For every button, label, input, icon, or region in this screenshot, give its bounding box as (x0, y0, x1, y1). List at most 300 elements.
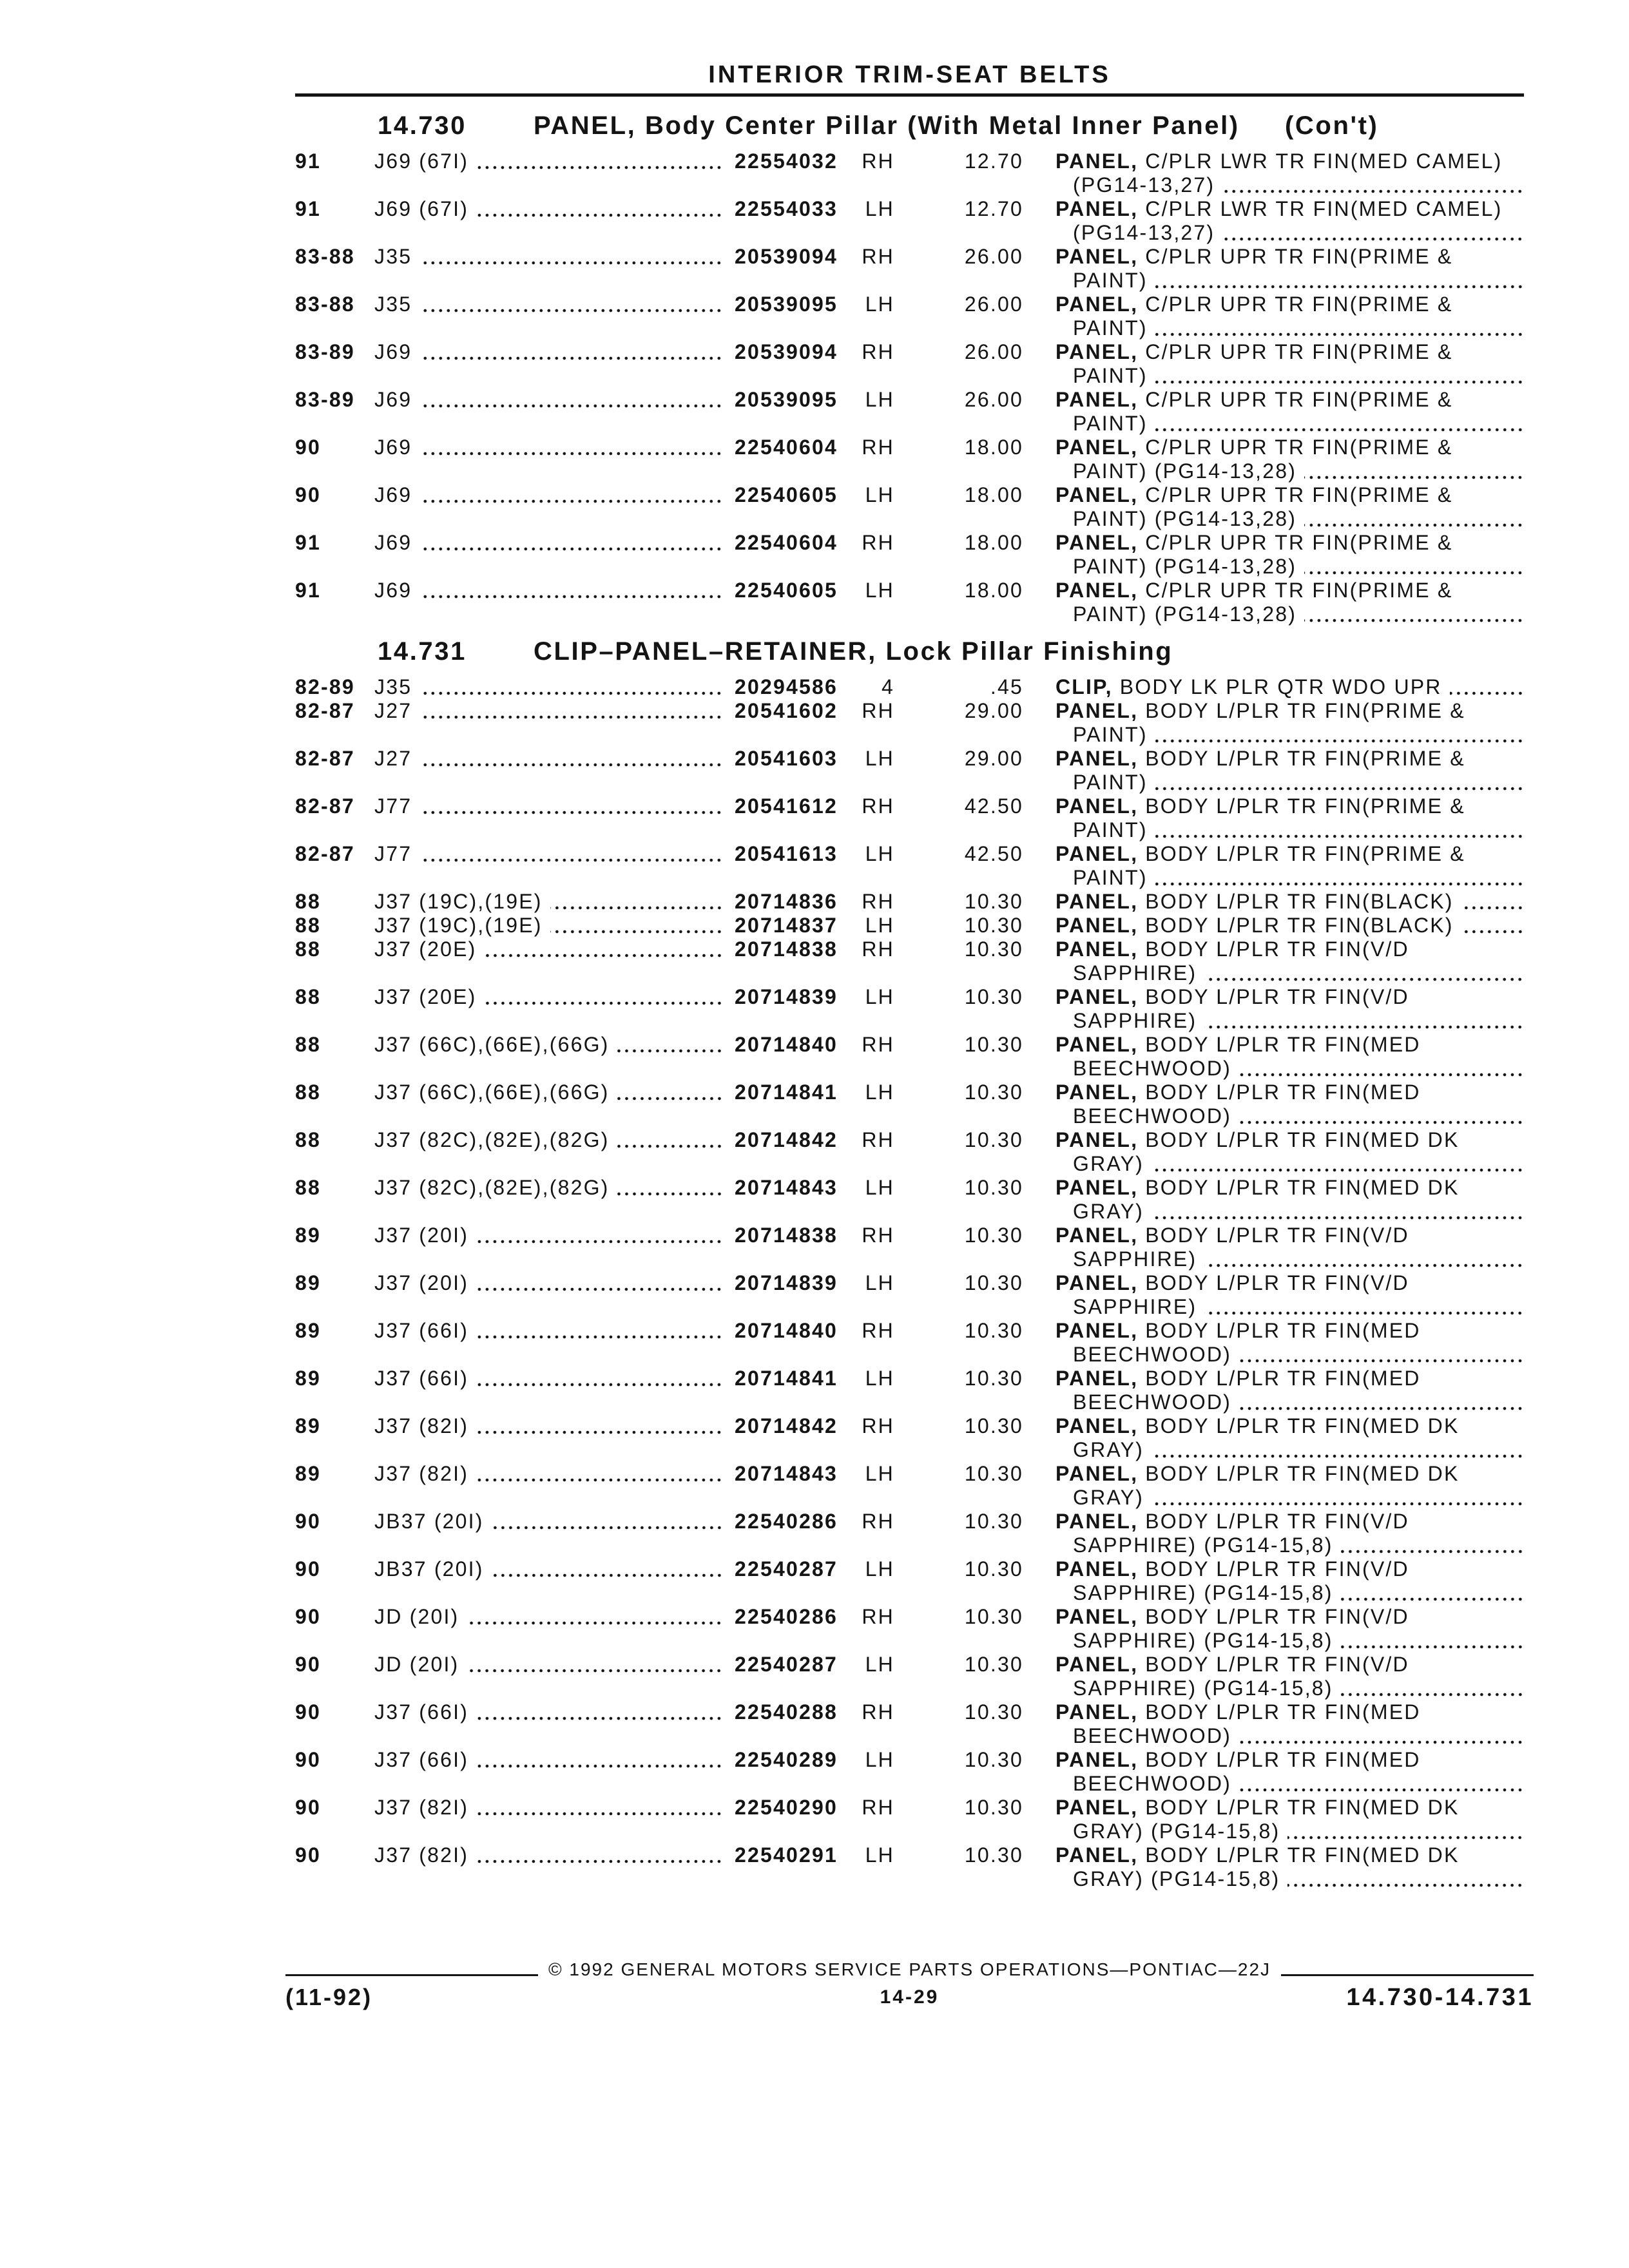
part-row (0, 149, 1629, 197)
description-line-2 (1073, 1104, 1524, 1128)
description-line-2 (1073, 412, 1524, 436)
part-number: 22540605 (735, 579, 838, 602)
side-or-quantity: RH (862, 1414, 894, 1437)
description-line-2 (1073, 173, 1524, 197)
body-trim-code: J37 (66I) (374, 1748, 469, 1771)
side-or-quantity: LH (865, 1748, 894, 1771)
description-line-1 (1055, 747, 1524, 771)
description-text (1055, 1271, 1409, 1295)
description-words: BODY LK PLR QTR WDO UPR (1119, 675, 1442, 698)
dot-leader (419, 794, 723, 818)
part-number: 22540287 (735, 1557, 838, 1581)
description-text (1055, 675, 1442, 699)
body-trim-code: J77 (374, 794, 412, 818)
part-number: 20714842 (735, 1128, 838, 1151)
part-number: 22540290 (735, 1796, 838, 1819)
description-line-1 (1055, 149, 1524, 173)
body-trim-code: J37 (82I) (374, 1843, 469, 1867)
part-noun: PANEL, (1055, 1224, 1139, 1247)
description-words: (PG14-13,27) (1073, 173, 1215, 197)
description-words: BODY L/PLR TR FIN(PRIME & (1145, 794, 1465, 818)
part-noun: PANEL, (1055, 1033, 1139, 1056)
dot-leader (476, 1843, 723, 1867)
part-number: 20714837 (735, 914, 838, 937)
description-line-2 (1073, 1629, 1524, 1653)
part-noun: PANEL, (1055, 1796, 1139, 1819)
description-text (1073, 555, 1296, 579)
part-noun: PANEL, (1055, 747, 1139, 770)
price: 10.30 (964, 1748, 1023, 1771)
description-words: PAINT) (1073, 364, 1148, 387)
section-rows (0, 675, 1629, 1891)
body-code-cell (374, 890, 723, 914)
description-text (1073, 1152, 1144, 1176)
dot-leader (1155, 412, 1524, 436)
description-text (1055, 1176, 1460, 1200)
description-words: C/PLR UPR TR FIN(PRIME & (1145, 579, 1453, 602)
model-year: 82-89 (295, 675, 355, 698)
dot-leader (1155, 818, 1524, 842)
model-year: 91 (295, 149, 321, 173)
price: 10.30 (964, 1367, 1023, 1390)
footer-rule-left (285, 1974, 538, 1976)
price: 26.00 (964, 388, 1023, 411)
part-number: 20714839 (735, 1271, 838, 1294)
model-year: 89 (295, 1462, 321, 1485)
description-text (1055, 1605, 1409, 1629)
part-number: 22540286 (735, 1605, 838, 1628)
body-trim-code: J37 (82I) (374, 1414, 469, 1437)
body-trim-code: J37 (19C),(19E) (374, 890, 543, 913)
dot-leader (485, 985, 723, 1009)
model-year: 90 (295, 436, 321, 459)
part-number: 20539095 (735, 388, 838, 411)
description-text (1073, 1581, 1333, 1605)
part-row (0, 579, 1629, 626)
description-words: PAINT) (1073, 412, 1148, 435)
price: 26.00 (964, 245, 1023, 268)
body-code-cell (374, 1414, 723, 1438)
side-or-quantity: RH (862, 1224, 894, 1247)
description-line-2 (1073, 1486, 1524, 1510)
description-words: BODY L/PLR TR FIN(MED (1145, 1033, 1421, 1056)
part-noun: PANEL, (1055, 579, 1139, 602)
part-noun: PANEL, (1055, 340, 1139, 363)
price: 42.50 (964, 842, 1023, 865)
part-number: 20541603 (735, 747, 838, 770)
part-noun: PANEL, (1055, 842, 1139, 865)
description-words: GRAY) (1073, 1152, 1144, 1175)
body-code-cell (374, 1081, 723, 1104)
description-line-1 (1055, 1414, 1524, 1438)
description-words: BODY L/PLR TR FIN(MED DK (1145, 1414, 1460, 1437)
dot-leader (476, 1700, 723, 1724)
dot-leader (1155, 866, 1524, 890)
description-line-1 (1055, 293, 1524, 316)
part-row (0, 1033, 1629, 1081)
body-code-cell (374, 1462, 723, 1486)
dot-leader (492, 1557, 723, 1581)
part-noun: CLIP, (1055, 675, 1113, 698)
description-line-2 (1073, 1820, 1524, 1843)
model-year: 90 (295, 1653, 321, 1676)
dot-leader (1239, 1104, 1524, 1128)
description-words: (PG14-13,27) (1073, 221, 1215, 244)
description-words: BODY L/PLR TR FIN(MED (1145, 1319, 1421, 1342)
description-words: BODY L/PLR TR FIN(PRIME & (1145, 699, 1465, 722)
model-year: 90 (295, 1843, 321, 1867)
dot-leader (617, 1128, 723, 1152)
description-line-1 (1055, 1271, 1524, 1295)
footer-date: (11-92) (285, 1984, 373, 2010)
description-words: BODY L/PLR TR FIN(MED DK (1145, 1128, 1460, 1151)
description-line-2 (1073, 602, 1524, 626)
footer-copyright: © 1992 GENERAL MOTORS SERVICE PARTS OPERATIONS—PONTIAC—22J (548, 1959, 1271, 1979)
body-trim-code: JB37 (20I) (374, 1557, 484, 1581)
dot-leader (476, 1796, 723, 1820)
dot-leader (1152, 1438, 1524, 1462)
description-words: BEECHWOOD) (1073, 1724, 1231, 1747)
part-row (0, 842, 1629, 890)
price: 26.00 (964, 293, 1023, 316)
description-text (1073, 459, 1296, 483)
part-number: 22554033 (735, 197, 838, 220)
description-line-2 (1073, 1390, 1524, 1414)
description-words: C/PLR UPR TR FIN(PRIME & (1145, 340, 1453, 363)
side-or-quantity: 4 (882, 675, 894, 698)
description-words: PAINT) (PG14-13,28) (1073, 602, 1297, 626)
description-text (1073, 1009, 1197, 1033)
description-line-2 (1073, 1057, 1524, 1081)
body-code-cell (374, 1033, 723, 1057)
side-or-quantity: RH (862, 937, 894, 961)
description-text (1073, 818, 1148, 842)
description-words: BODY L/PLR TR FIN(V/D (1145, 1271, 1409, 1294)
price: 18.00 (964, 436, 1023, 459)
model-year: 88 (295, 1128, 321, 1151)
part-row (0, 794, 1629, 842)
part-number: 22540605 (735, 483, 838, 506)
body-trim-code: J69 (374, 531, 412, 554)
body-trim-code: J69 (374, 388, 412, 411)
description-text (1055, 1462, 1460, 1486)
description-line-1 (1055, 1081, 1524, 1104)
dot-leader (476, 1271, 723, 1295)
price: 42.50 (964, 794, 1023, 818)
model-year: 91 (295, 531, 321, 554)
part-noun: PANEL, (1055, 1462, 1139, 1485)
description-line-2 (1073, 1772, 1524, 1796)
description-text (1055, 197, 1503, 221)
part-number: 20294586 (735, 675, 838, 698)
dot-leader (419, 579, 723, 602)
dot-leader (467, 1653, 723, 1677)
description-line-1 (1055, 1653, 1524, 1677)
part-noun: PANEL, (1055, 1319, 1139, 1342)
body-trim-code: J69 (67I) (374, 149, 469, 173)
part-row (0, 1271, 1629, 1319)
dot-leader (1152, 1152, 1524, 1176)
body-code-cell (374, 483, 723, 507)
description-line-1 (1055, 890, 1524, 914)
description-text (1073, 1247, 1197, 1271)
description-text (1073, 1772, 1231, 1796)
price: 10.30 (964, 1224, 1023, 1247)
description-line-1 (1055, 483, 1524, 507)
description-text (1055, 1033, 1421, 1057)
side-or-quantity: LH (865, 197, 894, 220)
part-number: 20714843 (735, 1176, 838, 1199)
description-text (1073, 1533, 1333, 1557)
dot-leader (1222, 173, 1524, 197)
description-line-1 (1055, 914, 1524, 937)
model-year: 88 (295, 937, 321, 961)
part-noun: PANEL, (1055, 1557, 1139, 1581)
model-year: 83-89 (295, 340, 355, 363)
description-line-2 (1073, 269, 1524, 293)
part-row (0, 1653, 1629, 1700)
dot-leader (419, 747, 723, 771)
part-noun: PANEL, (1055, 1271, 1139, 1294)
part-row (0, 1748, 1629, 1796)
body-trim-code: J37 (66C),(66E),(66G) (374, 1033, 610, 1056)
dot-leader (1204, 961, 1524, 985)
dot-leader (1304, 507, 1524, 531)
part-noun: PANEL, (1055, 388, 1139, 411)
dot-leader (1239, 1772, 1524, 1796)
price: 10.30 (964, 1414, 1023, 1437)
side-or-quantity: LH (865, 1462, 894, 1485)
description-line-1 (1055, 340, 1524, 364)
side-or-quantity: RH (862, 531, 894, 554)
part-noun: PANEL, (1055, 1510, 1139, 1533)
price: 10.30 (964, 890, 1023, 913)
dot-leader (476, 1462, 723, 1486)
description-text (1055, 436, 1452, 459)
model-year: 88 (295, 1033, 321, 1056)
description-line-1 (1055, 985, 1524, 1009)
footer-page-number: 14-29 (880, 1986, 940, 2008)
body-trim-code: J37 (20E) (374, 937, 477, 961)
part-number: 22540604 (735, 531, 838, 554)
body-trim-code: J37 (82C),(82E),(82G) (374, 1128, 610, 1151)
part-noun: PANEL, (1055, 1414, 1139, 1437)
body-trim-code: J27 (374, 747, 412, 770)
body-code-cell (374, 436, 723, 459)
description-line-1 (1055, 699, 1524, 723)
model-year: 82-87 (295, 842, 355, 865)
description-words: BODY L/PLR TR FIN(V/D (1145, 937, 1409, 961)
body-trim-code: J69 (374, 483, 412, 506)
model-year: 90 (295, 1557, 321, 1581)
description-words: PAINT) (1073, 818, 1148, 841)
section-continued-label: (Con't) (1285, 111, 1379, 140)
part-row (0, 1843, 1629, 1891)
price: 18.00 (964, 483, 1023, 506)
description-text (1055, 1653, 1409, 1677)
part-number: 22540604 (735, 436, 838, 459)
dot-leader (419, 436, 723, 459)
part-row (0, 340, 1629, 388)
price: 10.30 (964, 1700, 1023, 1724)
description-text (1073, 771, 1148, 794)
description-words: SAPPHIRE) (1073, 1247, 1197, 1271)
side-or-quantity: LH (865, 1367, 894, 1390)
side-or-quantity: LH (865, 1557, 894, 1581)
part-number: 20541602 (735, 699, 838, 722)
body-code-cell (374, 245, 723, 269)
body-trim-code: J37 (20E) (374, 985, 477, 1008)
description-words: BODY L/PLR TR FIN(MED DK (1145, 1843, 1460, 1867)
description-text (1055, 293, 1452, 316)
side-or-quantity: RH (862, 436, 894, 459)
dot-leader (1239, 1057, 1524, 1081)
dot-leader (617, 1081, 723, 1104)
part-noun: PANEL, (1055, 1081, 1139, 1104)
body-trim-code: J37 (66I) (374, 1319, 469, 1342)
description-line-1 (1055, 1510, 1524, 1533)
side-or-quantity: LH (865, 1081, 894, 1104)
model-year: 89 (295, 1224, 321, 1247)
side-or-quantity: RH (862, 1700, 894, 1724)
dot-leader (1304, 602, 1524, 626)
description-words: BODY L/PLR TR FIN(V/D (1145, 1224, 1409, 1247)
dot-leader (550, 890, 723, 914)
description-line-2 (1073, 866, 1524, 890)
dot-leader (1155, 771, 1524, 794)
side-or-quantity: RH (862, 1510, 894, 1533)
part-row (0, 1462, 1629, 1510)
part-number: 20714842 (735, 1414, 838, 1437)
body-trim-code: J37 (20I) (374, 1271, 469, 1294)
model-year: 90 (295, 1796, 321, 1819)
description-line-2 (1073, 1343, 1524, 1367)
description-text (1073, 602, 1296, 626)
dot-leader (419, 340, 723, 364)
body-code-cell (374, 675, 723, 699)
description-words: BODY L/PLR TR FIN(MED (1145, 1081, 1421, 1104)
description-line-1 (1055, 1224, 1524, 1247)
description-words: BODY L/PLR TR FIN(V/D (1145, 1510, 1409, 1533)
description-line-1 (1055, 531, 1524, 555)
description-words: BODY L/PLR TR FIN(MED (1145, 1700, 1421, 1724)
part-noun: PANEL, (1055, 1605, 1139, 1628)
description-line-1 (1055, 1176, 1524, 1200)
body-code-cell (374, 340, 723, 364)
part-noun: PANEL, (1055, 985, 1139, 1008)
part-noun: PANEL, (1055, 699, 1139, 722)
description-line-2 (1073, 723, 1524, 747)
side-or-quantity: LH (865, 293, 894, 316)
footer-copyright-line (285, 1956, 1534, 1983)
part-number: 20714841 (735, 1367, 838, 1390)
description-line-2 (1073, 818, 1524, 842)
part-row (0, 1414, 1629, 1462)
description-text (1055, 1796, 1460, 1820)
model-year: 88 (295, 890, 321, 913)
part-noun: PANEL, (1055, 1176, 1139, 1199)
description-words: BEECHWOOD) (1073, 1390, 1231, 1414)
body-trim-code: J35 (374, 245, 412, 268)
body-code-cell (374, 794, 723, 818)
dot-leader (492, 1510, 723, 1533)
description-words: BEECHWOOD) (1073, 1104, 1231, 1128)
description-text (1055, 1700, 1421, 1724)
footer-rule-right (1281, 1974, 1534, 1976)
description-text (1055, 1224, 1409, 1247)
price: 10.30 (964, 914, 1023, 937)
side-or-quantity: RH (862, 794, 894, 818)
dot-leader (617, 1176, 723, 1200)
description-words: BODY L/PLR TR FIN(PRIME & (1145, 842, 1465, 865)
description-words: SAPPHIRE) (1073, 1009, 1197, 1032)
model-year: 90 (295, 1748, 321, 1771)
dot-leader (1155, 269, 1524, 293)
description-text (1073, 1820, 1280, 1843)
description-line-1 (1055, 1128, 1524, 1152)
description-text (1073, 269, 1148, 293)
body-code-cell (374, 1128, 723, 1152)
model-year: 83-89 (295, 388, 355, 411)
description-text (1073, 961, 1197, 985)
description-words: SAPPHIRE) (1073, 1295, 1197, 1318)
dot-leader (1461, 914, 1524, 937)
price: 10.30 (964, 1176, 1023, 1199)
dot-leader (1287, 1820, 1524, 1843)
description-text (1055, 937, 1409, 961)
body-trim-code: J37 (66I) (374, 1367, 469, 1390)
model-year: 91 (295, 197, 321, 220)
part-noun: PANEL, (1055, 531, 1139, 554)
dot-leader (1152, 1200, 1524, 1224)
part-number: 22540289 (735, 1748, 838, 1771)
side-or-quantity: RH (862, 1319, 894, 1342)
dot-leader (476, 1414, 723, 1438)
dot-leader (1450, 675, 1524, 699)
section-title: PANEL, Body Center Pillar (With Metal Inner Panel) (534, 111, 1240, 140)
model-year: 89 (295, 1271, 321, 1294)
price: 29.00 (964, 699, 1023, 722)
part-noun: PANEL, (1055, 197, 1139, 220)
description-line-2 (1073, 364, 1524, 388)
footer-section-range: 14.730-14.731 (1346, 1984, 1534, 2011)
part-noun: PANEL, (1055, 914, 1139, 937)
description-text (1073, 1677, 1333, 1700)
side-or-quantity: RH (862, 1128, 894, 1151)
dot-leader (1155, 316, 1524, 340)
description-line-2 (1073, 1533, 1524, 1557)
description-line-2 (1073, 1581, 1524, 1605)
price: 10.30 (964, 1796, 1023, 1819)
model-year: 90 (295, 1700, 321, 1724)
side-or-quantity: LH (865, 1843, 894, 1867)
description-text (1055, 1414, 1460, 1438)
description-text (1073, 173, 1215, 197)
part-number: 20714841 (735, 1081, 838, 1104)
side-or-quantity: RH (862, 699, 894, 722)
body-trim-code: J69 (374, 340, 412, 363)
dot-leader (419, 245, 723, 269)
dot-leader (419, 699, 723, 723)
description-line-2 (1073, 771, 1524, 794)
description-line-2 (1073, 1677, 1524, 1700)
part-noun: PANEL, (1055, 1367, 1139, 1390)
part-number: 22540286 (735, 1510, 838, 1533)
part-row (0, 747, 1629, 794)
part-row (0, 937, 1629, 985)
part-noun: PANEL, (1055, 1653, 1139, 1676)
body-code-cell (374, 937, 723, 961)
